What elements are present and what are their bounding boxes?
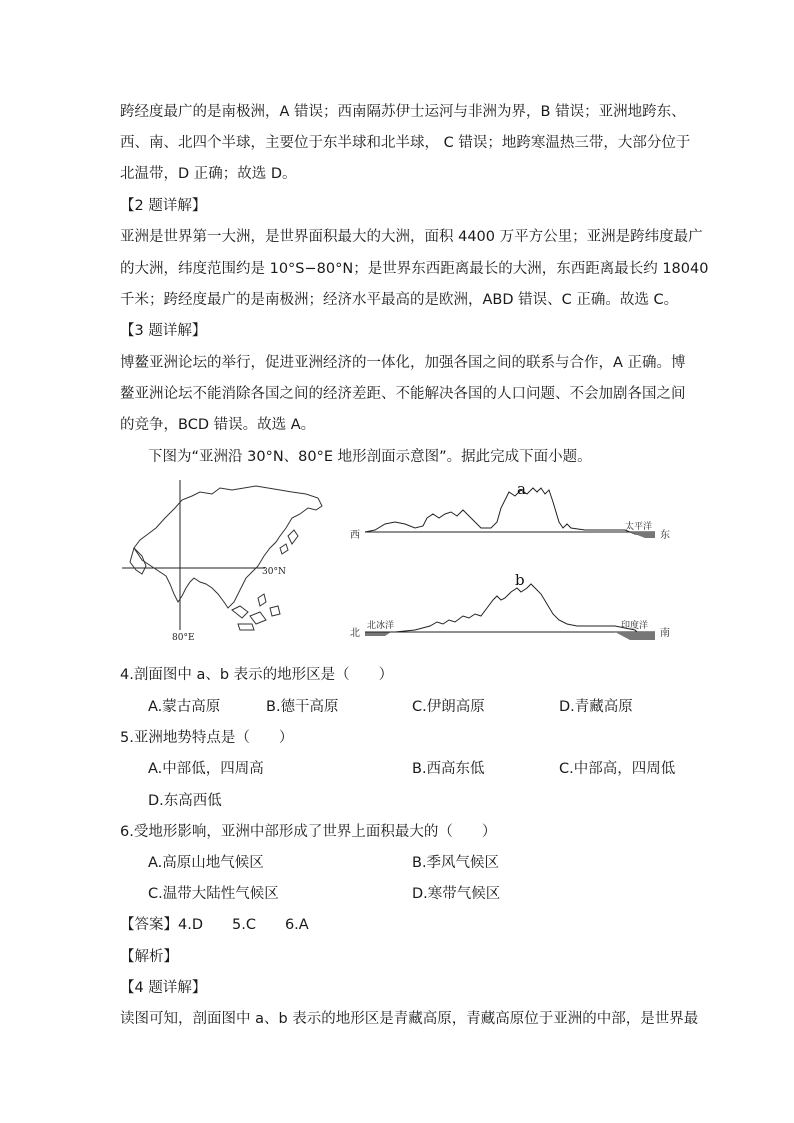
- heading-q4: 【4 题详解】: [120, 980, 207, 996]
- q4-option-c: C.伊朗高原: [412, 699, 485, 715]
- profile-30n-ocean-label: 太平洋: [625, 522, 653, 532]
- para2-line-2: 的大洲，纬度范围约是 10°S−80°N；是世界东西距离最长的大洲，东西距离最长约 18040: [120, 261, 709, 277]
- para1-line-2: 西、南、北四个半球，主要位于东半球和北半球， C 错误；地跨寒温热三带，大部分位于: [120, 135, 691, 151]
- q5-option-a: A.中部低，四周高: [148, 761, 264, 777]
- q5-option-d: D.东高西低: [148, 793, 222, 809]
- q6-option-c: C.温带大陆性气候区: [148, 886, 279, 902]
- profile-80e-peak-label: b: [515, 571, 525, 589]
- map-lat-label: 30°N: [262, 567, 286, 577]
- q5-option-b: B.西高东低: [412, 761, 485, 777]
- arctic-ocean-label: 北冰洋: [367, 621, 395, 631]
- q4-option-b: B.德干高原: [266, 699, 339, 715]
- indian-ocean-shade: [615, 632, 655, 640]
- profile-80e-south-label: 南: [660, 628, 670, 639]
- profile-80e-north-label: 北: [350, 628, 360, 639]
- para3-line-3: 的竞争，BCD 错误。故选 A。: [120, 417, 316, 433]
- q5-option-c: C.中部高，四周低: [559, 761, 676, 777]
- profile-30n-east-label: 东: [660, 530, 670, 541]
- figure-intro: 下图为“亚洲沿 30°N、80°E 地形剖面示意图”。据此完成下面小题。: [148, 449, 592, 465]
- profile-30n-terrain: [365, 488, 655, 536]
- heading-q2: 【2 题详解】: [120, 198, 207, 214]
- heading-q3: 【3 题详解】: [120, 323, 207, 339]
- para2-line-1: 亚洲是世界第一大洲，是世界面积最大的大洲，面积 4400 万平方公里；亚洲是跨纬度最广: [120, 229, 703, 245]
- analysis-heading: 【解析】: [120, 949, 178, 965]
- japan-islands: [280, 530, 298, 554]
- question-5: 5.亚洲地势特点是（ ）: [120, 730, 294, 746]
- para2-line-3: 千米；跨经度最广的是南极洲；经济水平最高的是欧洲，ABD 错误、C 正确。故选 C。: [120, 292, 679, 308]
- q6-option-a: A.高原山地气候区: [148, 855, 264, 871]
- pacific-shade: [630, 532, 655, 538]
- answer-line: 【答案】4.D 5.C 6.A: [120, 917, 309, 933]
- north-sea-shade: [365, 632, 391, 636]
- profile-80e-terrain: [365, 584, 655, 636]
- map-lon-label: 80°E: [172, 633, 195, 643]
- para1-line-3: 北温带，D 正确；故选 D。: [120, 166, 297, 182]
- asia-map: [120, 478, 330, 643]
- profile-30n-peak-label: a: [517, 480, 526, 498]
- q4-option-a: A.蒙古高原: [148, 699, 221, 715]
- para3-line-1: 博鳌亚洲论坛的举行，促进亚洲经济的一体化，加强各国之间的联系与合作，A 正确。博: [120, 355, 686, 371]
- para4-line-1: 读图可知，剖面图中 a、b 表示的地形区是青藏高原，青藏高原位于亚洲的中部，是世界最: [120, 1011, 699, 1027]
- asia-outline: [134, 486, 322, 608]
- profile-80e: [345, 570, 675, 640]
- profile-30n-west-label: 西: [350, 530, 360, 541]
- q6-option-b: B.季风气候区: [412, 855, 500, 871]
- q4-option-d: D.青藏高原: [559, 699, 633, 715]
- para3-line-2: 鳌亚洲论坛不能消除各国之间的经济差距、不能解决各国的人口问题、不会加剧各国之间: [120, 386, 686, 402]
- indian-ocean-label: 印度洋: [621, 621, 649, 631]
- profile-30n: [345, 478, 675, 546]
- question-4: 4.剖面图中 a、b 表示的地形区是（ ）: [120, 667, 394, 683]
- para1-line-1: 跨经度最广的是南极洲，A 错误；西南隔苏伊士运河与非洲为界，B 错误；亚洲地跨东、: [120, 104, 686, 120]
- question-6: 6.受地形影响，亚洲中部形成了世界上面积最大的（ ）: [120, 824, 497, 840]
- arabia-outline: [130, 548, 146, 574]
- southeast-asia-islands: [232, 594, 280, 630]
- q6-option-d: D.寒带气候区: [412, 886, 501, 902]
